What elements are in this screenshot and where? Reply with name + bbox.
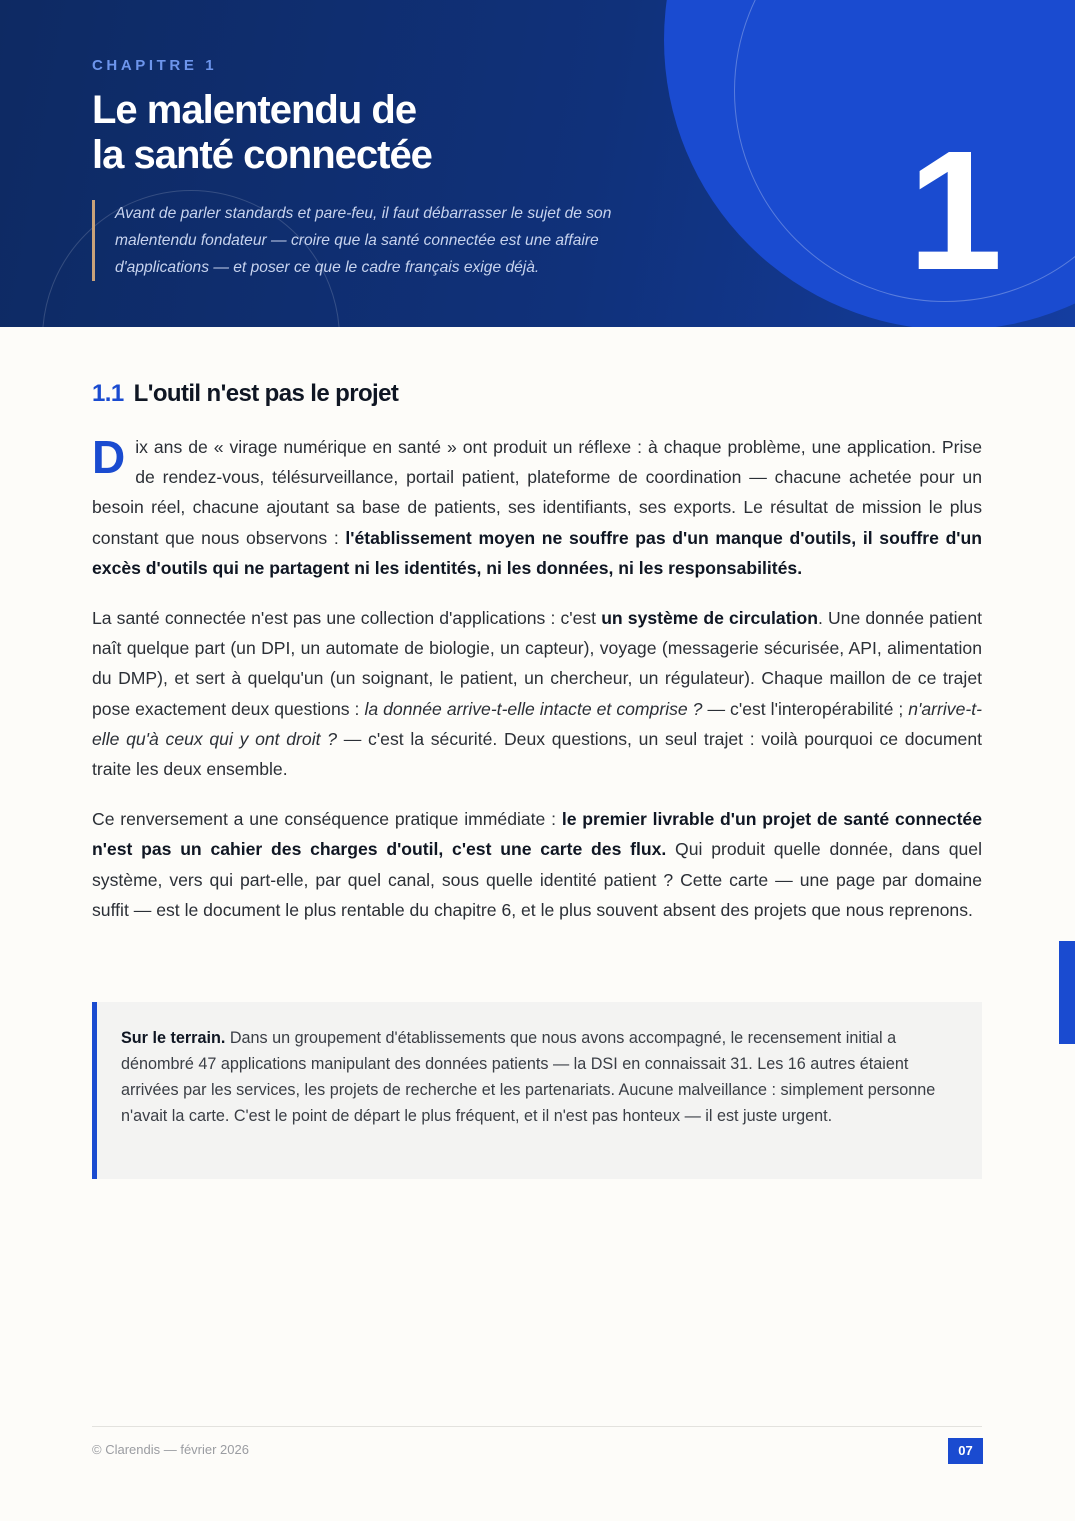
paragraph-2-text-b: . Une donnée patient naît quelque part (un DPI, un automate de biologie, un capteur), voyage (messagerie sécurisée, API, alimentation du DMP), et sert à quelqu'un (un soignant, le patient, un chercheur, un régulateur). Chaque maillon de ce trajet pose exactement deux questions : — [92, 608, 982, 719]
chapter-side-tab — [1059, 941, 1075, 1044]
paragraph-2-text-a: La santé connectée n'est pas une collection d'applications : c'est — [92, 608, 602, 629]
paragraph-3-bold: le premier livrable d'un projet de santé connectée n'est pas un cahier des charges d'outil, c'est une carte des flux. — [92, 809, 983, 860]
section-title-text: L'outil n'est pas le projet — [133, 380, 399, 407]
paragraph-2-bold: un système de circulation — [601, 608, 818, 629]
page-number-badge: 07 — [948, 1438, 983, 1464]
paragraph-2-italic-b: n'arrive-t-elle qu'à ceux qui y ont droit ? — [92, 698, 982, 749]
paragraph-3-text-b: Qui produit quelle donnée, dans quel système, vers qui part-elle, par quel canal, sous quelle identité patient ? Cette carte — une page par domaine suffit — est le document le plus rentable du chapitre 6, et le plus souvent absent des projets que nous reprenons. — [92, 839, 982, 920]
paragraph-2-text-c: — c'est l'interopérabilité ; — [702, 698, 909, 719]
paragraph-2 — [92, 603, 982, 784]
callout-text: Dans un groupement d'établissements que nous avons accompagné, le recensement initial a dénombré 47 applications manipulant des données patients — la DSI en connaissait 31. Les 16 autres étaient arrivées par les services, les projets de recherche et les partenariats. Aucune malveillance : simplement personne n'avait la carte. C'est le point de départ le plus fréquent, et il n'est pas honteux — il est juste urgent. — [121, 1029, 936, 1125]
paragraph-1 — [92, 432, 982, 583]
chapter-lead: Avant de parler standards et pare-feu, il faut débarrasser le sujet de son malentendu fondateur — croire que la santé connectée est une affaire d'applications — et poser ce que le cadre français exige déjà. — [92, 200, 695, 281]
paragraph-3-text-a: Ce renversement a une conséquence pratique immédiate : — [92, 809, 562, 830]
chapter-title-line-1: Le malentendu de — [92, 88, 417, 132]
section-title — [92, 380, 398, 408]
chapter-number: 1 — [908, 116, 1003, 306]
callout-label: Sur le terrain. — [121, 1029, 226, 1047]
paragraph-1-bold: l'établissement moyen ne souffre pas d'un manque d'outils, il souffre d'un excès d'outils qui ne partagent ni les identités, ni les données, ni les responsabilités. — [92, 527, 982, 578]
field-note-callout — [92, 1002, 982, 1179]
paragraph-2-text-d: — c'est la sécurité. Deux questions, un seul trajet : voilà pourquoi ce document traite les deux ensemble. — [92, 728, 982, 780]
chapter-title-line-2: la santé connectée — [92, 133, 432, 177]
chapter-title — [92, 88, 692, 178]
chapter-header — [0, 0, 1075, 327]
paragraph-1-text: ix ans de « virage numérique en santé » ont produit un réflexe : à chaque problème, une application. Prise de rendez-vous, télésurveillance, portail patient, plateforme de coordination — chacune achetée pour un besoin réel, chacune ajoutant sa base de patients, ses identifiants, ses exports. Le résultat de mission le plus constant que nous observons : — [92, 437, 982, 548]
body-text — [92, 432, 982, 945]
paragraph-3 — [92, 804, 982, 925]
section-number: 1.1 — [92, 380, 124, 407]
chapter-kicker: CHAPITRE 1 — [92, 57, 218, 74]
drop-cap: D — [92, 431, 126, 483]
footer-copyright: © Clarendis — février 2026 — [92, 1442, 249, 1457]
paragraph-2-italic-a: la donnée arrive-t-elle intacte et comprise ? — [364, 698, 703, 719]
footer-divider — [92, 1426, 982, 1427]
